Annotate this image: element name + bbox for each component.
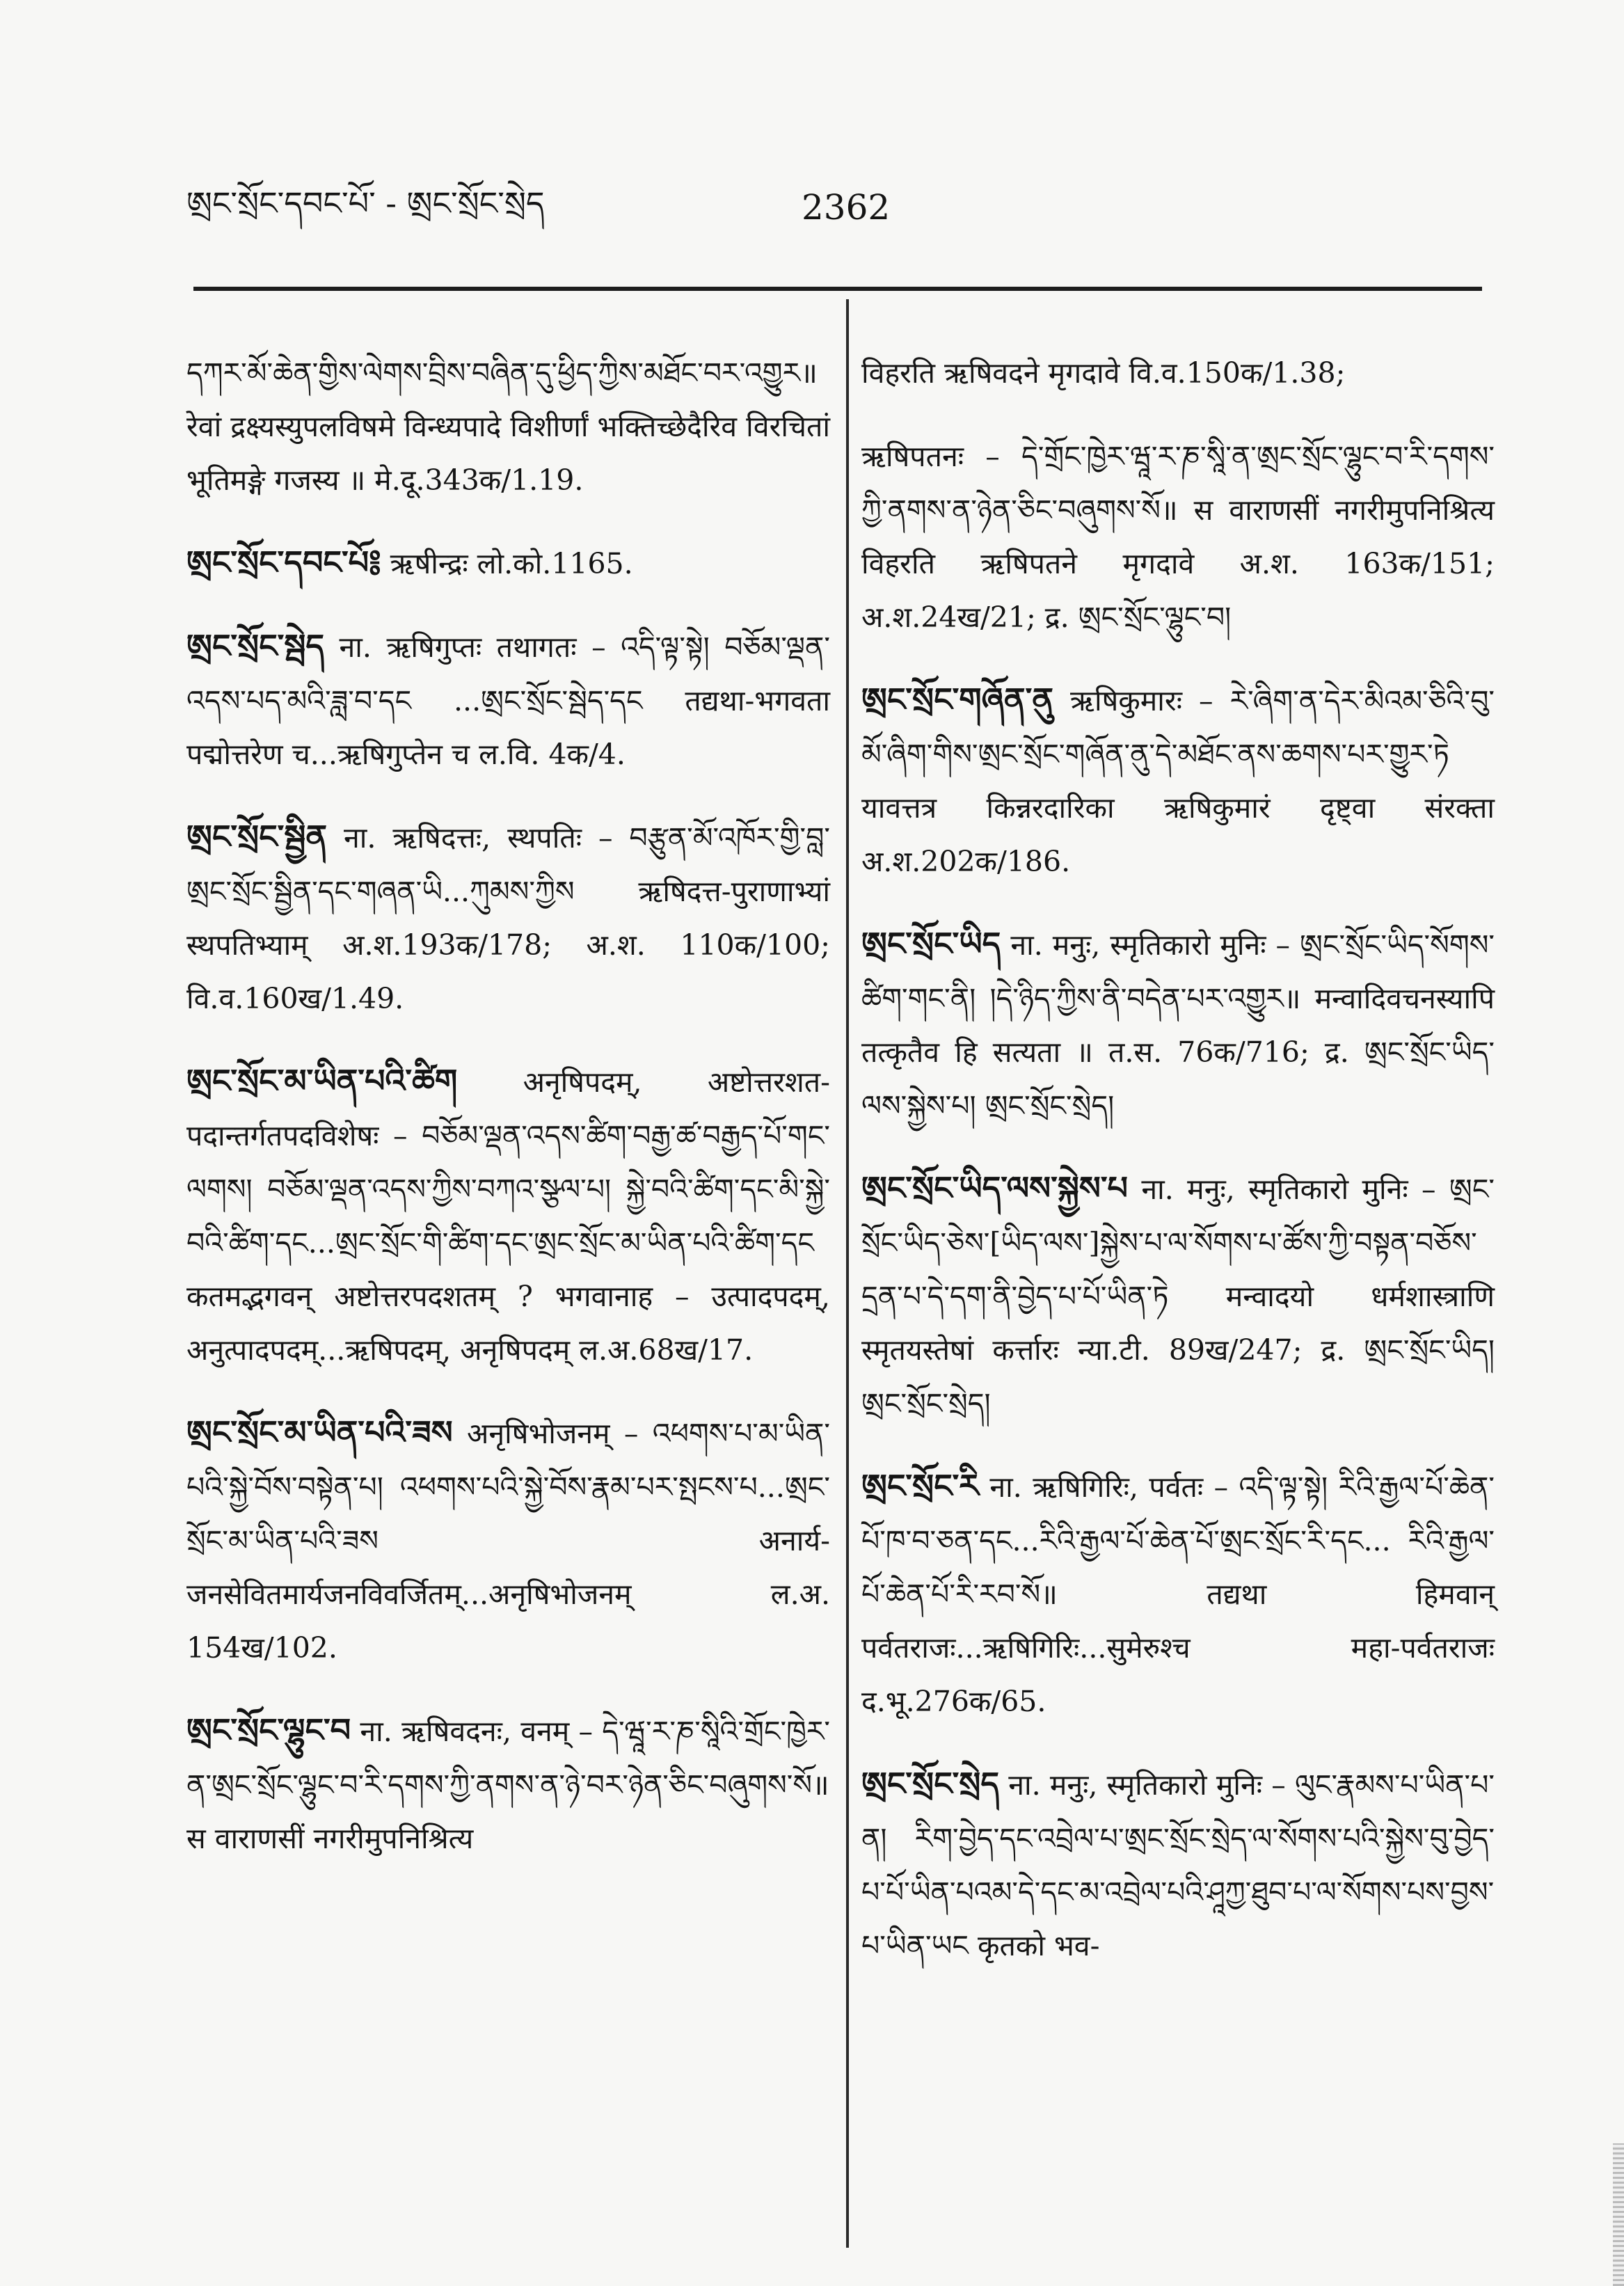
header-rule [193, 287, 1482, 291]
dictionary-entry [861, 429, 1495, 644]
entry-text: ना. ऋषिवदनः, वनम् – དེ་ཝཱ་ར་ཎ་སཱིའི་གྲོང་ཁྱེར་ན་ཨྲང་སྲོང་ལྷུང་བ་རི་དགས་ཀྱི་ནགས་ན་ཉེ་བར་ཉེན་ཅིང་བཞུགས་སོ॥ स वाराणसीं नगरीमुपनिश्रित्य [186, 1715, 830, 1855]
headword: ཨྲང་སྲོང་གཞོན་ནུ [861, 681, 1053, 718]
dictionary-entry [186, 619, 830, 781]
headword: ཨྲང་སྲོང་མ་ཡིན་པའི་ཚིག [186, 1062, 458, 1100]
headword: ཨྲང་སྲོང་ལྷུང་བ [186, 1711, 351, 1749]
entry-text: ना. ऋषिगुप्तः तथागतः – འདི་ལྟ་སྟེ། བཅོམ་ལྡན་འདས་པད་མའི་ཟླ་བ་དང ...ཨྲང་སྲོང་སྦེད་དང तद्यथा-भगवता पद्मोत्तरेण च...ऋषिगुप्तेन च ल.वि. 4क/4. [186, 630, 830, 771]
entry-text: ना. मनुः, स्मृतिकारो मुनिः – ལུང་རྣམས་པ་ཡིན་པ་ན། རིག་བྱེད་དང་འབྲེལ་པ་ཨྲང་སྲོང་སྲེད་ལ་སོགས་པའི་སྐྱེས་བུ་བྱེད་པ་པོ་ཡིན་པའམ་དེ་དང་མ་འབྲེལ་པའི་ཤཱཀྱ་ཐུབ་པ་ལ་སོགས་པས་བྱས་པ་ཡིན་ཡང कृतको भव- [861, 1768, 1495, 1962]
dictionary-entry [186, 1704, 830, 1866]
dictionary-entry [186, 1054, 830, 1377]
entry-text: ना. मनुः, स्मृतिकारो मुनिः – ཨྲང་སྲོང་ཡིད་སོགས་ཚིག་གང་ནི། །དེ་ཉིད་ཀྱིས་ནི་བདེན་པར་འགྱུར॥ मन्वादिवचनस्यापि तत्कृतैव हि सत्यता ॥ त.स. 76क/716; द्र. ཨྲང་སྲོང་ཡིད་ལས་སྐྱེས་པ། ཨྲང་སྲོང་སྲེད། [861, 928, 1495, 1122]
headword: ཨྲང་སྲོང་སྦྱིན [186, 818, 328, 855]
dictionary-entry [186, 345, 830, 507]
scan-edge-artifact [1613, 2143, 1624, 2286]
dictionary-entry [861, 917, 1495, 1133]
left-column [186, 317, 830, 1878]
right-column [861, 317, 1495, 1985]
entry-text: अनृषिपदम्, अष्टोत्तरशत-पदान्तर्गतपदविशेषः – བཅོམ་ལྡན་འདས་ཚིག་བརྒྱ་ཚ་བརྒྱད་པོ་གང་ལགས། བཅོམ་ལྡན་འདས་ཀྱིས་བཀའ་སྩལ་པ། སྐྱེ་བའི་ཚིག་དང་མི་སྐྱེ་བའི་ཚིག་དང...ཨྲང་སྲོང་གི་ཚིག་དང་ཨྲང་སྲོང་མ་ཡིན་པའི་ཚིག་དང कतमद्भगवन् अष्टोत्तरपदशतम् ? भगवानाह – उत्पादपदम्, अनुत्पादपदम्...ऋषिपदम्, अनृषिपदम् ल.अ.68ख/17. [186, 1065, 830, 1367]
headword: ཨྲང་སྲོང་སྦེད [186, 627, 324, 665]
entry-text: ऋषीन्द्रः लो.को.1165. [390, 547, 633, 580]
entry-text: ना. ऋषिदत्तः, स्थपतिः – བརྩུན་མོ་འཁོར་གྱི་བླ་ཨྲང་སྲོང་སྦྱིན་དང་གཞན་ཡི...ཀུམས་ཀྱིས ऋषिदत्त-पुराणाभ्यां स्थपतिभ्याम् अ.श.193क/178; अ.श. 110क/100; वि.व.160ख/1.49. [186, 821, 830, 1015]
headword: ཨྲང་སྲོང་ཡིད [861, 925, 1001, 962]
dictionary-entry [186, 1406, 830, 1675]
page-number: 2362 [802, 187, 891, 228]
running-header: ཨྲང་སྲོང་དབང་པོ་ - ཨྲང་སྲོང་སྲེད [186, 184, 545, 222]
headword: ཨྲང་སྲོང་དབང་པོ༔ [186, 543, 381, 581]
entry-text: विहरति ऋषिवदने मृगदावे वि.व.150क/1.38; [861, 356, 1346, 390]
headword: ཨྲང་སྲོང་རི [861, 1467, 979, 1505]
dictionary-entry [861, 1459, 1495, 1729]
dictionary-entry [186, 536, 830, 591]
entry-text: अनृषिभोजनम् – འཕགས་པ་མ་ཡིན་པའི་སྐྱེ་བོས་བསྟེན་པ། འཕགས་པའི་སྐྱེ་བོས་རྣམ་པར་སྤངས་པ...ཨྲང་སྲོང་མ་ཡིན་པའི་ཟས अनार्य-जनसेवितमार्यजनविवर्जितम्...अनृषिभोजनम् ल.अ. 154ख/102. [186, 1417, 830, 1665]
entry-text: ना. ऋषिगिरिः, पर्वतः – འདི་ལྟ་སྟེ། རིའི་རྒྱལ་པོ་ཆེན་པོ་ཁ་བ་ཅན་དང...རིའི་རྒྱལ་པོ་ཆེན་པོ་ཨྲང་སྲོང་རི་དང... རིའི་རྒྱལ་པོ་ཆེན་པོ་རི་རབ་སོ॥ तद्यथा हिमवान् पर्वतराजः...ऋषिगिरिः...सुमेरुश्च महा-पर्वतराजः द.भू.276क/65. [861, 1470, 1495, 1718]
dictionary-entry [861, 1757, 1495, 1973]
entry-text: ना. मनुः, स्मृतिकारो मुनिः – ཨྲང་སྲོང་ཡིད་ཅེས་[ཡིད་ལས་]སྐྱེས་པ་ལ་སོགས་པ་ཚོས་ཀྱི་བསྟན་བཅོས་དྲན་པ་དེ་དག་ནི་བྱེད་པ་པོ་ཡིན་ཏེ मन्वादयो धर्मशास्त्राणि स्मृतयस्तेषां कर्त्तारः न्या.टी. 89ख/247; द्र. ཨྲང་སྲོང་ཡིད། ཨྲང་སྲོང་སྲེད། [861, 1173, 1495, 1420]
entry-text: ऋषिपतनः – དེ་གྲོང་ཁྱེར་ཝཱ་ར་ཎ་སཱི་ན་ཨྲང་སྲོང་ལྷུང་བ་རི་དགས་ཀྱི་ནགས་ན་ཉེན་ཅིང་བཞུགས་སོ॥ स वाराणसीं नगरीमुपनिश्रित्य विहरति ऋषिपतने मृगदावे अ.श. 163क/151; अ.श.24ख/21; द्र. ཨྲང་སྲོང་ལྷུང་བ། [861, 440, 1495, 634]
headword: ཨྲང་སྲོང་ཡིད་ལས་སྐྱེས་པ [861, 1169, 1128, 1207]
entry-text: ऋषिकुमारः – རེ་ཞིག་ན་དེར་མིའམ་ཅིའི་བུ་མོ་ཞིག་གིས་ཨྲང་སྲོང་གཞོན་ནུ་དེ་མཐོང་ནས་ཆགས་པར་གྱུར་ཏེ यावत्तत्र किन्नरदारिका ऋषिकुमारं दृष्ट्वा संरक्ता अ.श.202क/186. [861, 684, 1495, 878]
dictionary-entry [186, 810, 830, 1026]
dictionary-entry [861, 1161, 1495, 1431]
dictionary-entry [861, 673, 1495, 889]
headword: ཨྲང་སྲོང་སྲེད [861, 1765, 999, 1802]
entry-text: དཀར་མོ་ཆེན་གྱིས་ལེགས་བྲིས་བཞིན་དུ་ཕྱིད་ཀྱིས་མཐོང་བར་འགྱུར॥ रेवां द्रक्ष्यस्युपलविषमे विन्ध्यपादे विशीर्णां भक्तिच्छेदैरिव विरचितां भूतिमङ्गे गजस्य ॥ मे.दू.343क/1.19. [186, 356, 830, 497]
headword: ཨྲང་སྲོང་མ་ཡིན་པའི་ཟས [186, 1413, 453, 1451]
column-divider [846, 299, 849, 2248]
dictionary-entry [861, 345, 1495, 400]
